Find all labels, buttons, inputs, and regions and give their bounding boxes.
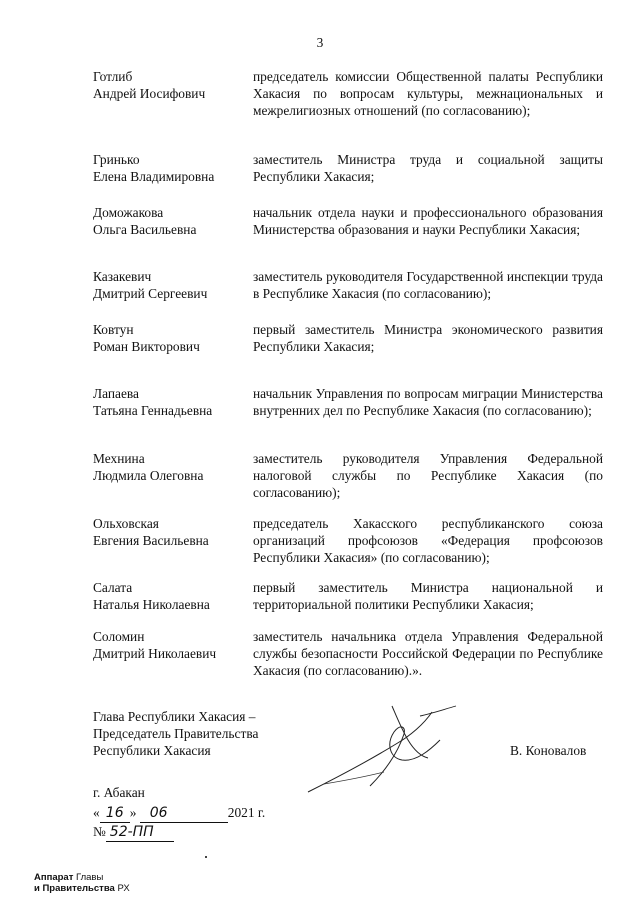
- member-name: [93, 204, 243, 238]
- member-surname: Салата: [93, 580, 133, 595]
- member-role: начальник Управления по вопросам миграции Министерства внутренних дел по Республике Хакасия (по согласованию);: [253, 386, 603, 418]
- member-given-names: Евгения Васильевна: [93, 533, 209, 548]
- member-given-names: Наталья Николаевна: [93, 597, 210, 612]
- member-given-names: Ольга Васильевна: [93, 222, 197, 237]
- member-role: председатель Хакасского республиканского союза организаций профсоюзов «Федерация профсоюзов Республики Хакасия» (по согласованию);: [253, 516, 603, 565]
- number-value: 52-ПП: [106, 824, 174, 842]
- signatory-title-line: Председатель Правительства: [93, 726, 259, 741]
- number-prefix: №: [93, 824, 106, 839]
- stamp-bold: Аппарат: [34, 872, 74, 883]
- member-name: [93, 579, 243, 613]
- member-role: первый заместитель Министра экономического развития Республики Хакасия;: [253, 322, 603, 354]
- member-role: первый заместитель Министра национальной и территориальной политики Республики Хакасия;: [253, 580, 603, 612]
- member-name: [93, 268, 243, 302]
- signer-name: В. Коновалов: [510, 743, 587, 758]
- member-surname: Ковтун: [93, 322, 134, 337]
- member-surname: Лапаева: [93, 386, 139, 401]
- member-surname: Готлиб: [93, 69, 133, 84]
- member-name: [93, 450, 243, 484]
- registry-stamp: [34, 872, 130, 894]
- stamp-line-1: [34, 872, 130, 883]
- speck: [205, 856, 207, 858]
- page-number: 3: [316, 35, 324, 50]
- member-given-names: Дмитрий Сергеевич: [93, 286, 208, 301]
- date-open-quote: «: [93, 805, 100, 820]
- member-given-names: Роман Викторович: [93, 339, 200, 354]
- member-name: [93, 515, 243, 549]
- member-surname: Мехнина: [93, 451, 145, 466]
- member-name: [93, 68, 243, 102]
- member-name: [93, 151, 243, 185]
- city: г. Абакан: [93, 785, 145, 800]
- member-given-names: Елена Владимировна: [93, 169, 215, 184]
- member-role: заместитель руководителя Управления Федеральной налоговой службы по Республике Хакасия (по согласованию);: [253, 451, 603, 500]
- member-role: заместитель начальника отдела Управления Федеральной службы безопасности Российской Федерации по Республике Хакасия (по согласованию).».: [253, 629, 603, 678]
- member-given-names: Людмила Олеговна: [93, 468, 204, 483]
- stamp-rest: РХ: [114, 883, 130, 894]
- signatory-title-line: Глава Республики Хакасия –: [93, 709, 256, 724]
- member-name: [93, 385, 243, 419]
- member-given-names: Андрей Иосифович: [93, 86, 206, 101]
- member-name: [93, 628, 243, 662]
- member-name: [93, 321, 243, 355]
- member-given-names: Татьяна Геннадьевна: [93, 403, 213, 418]
- date-year: 2021 г.: [227, 805, 266, 820]
- handwritten-signature: [300, 700, 470, 800]
- stamp-bold: и Правительства: [34, 883, 115, 894]
- date-close-quote: »: [129, 805, 137, 820]
- signatory-title: [93, 708, 258, 759]
- date-day: 16: [100, 805, 130, 823]
- member-given-names: Дмитрий Николаевич: [93, 646, 217, 661]
- member-surname: Доможакова: [93, 205, 164, 220]
- document-number: [93, 823, 174, 842]
- member-role: начальник отдела науки и профессионального образования Министерства образования и науки Республики Хакасия;: [253, 205, 603, 237]
- member-role: председатель комиссии Общественной палаты Республики Хакасия по вопросам культуры, межнациональных и межрелигиозных отношений (по согласованию);: [253, 69, 603, 118]
- signatory-title-line: Республики Хакасия: [93, 743, 211, 758]
- member-surname: Гринько: [93, 152, 140, 167]
- member-role: заместитель Министра труда и социальной защиты Республики Хакасия;: [253, 152, 603, 184]
- document-date: [93, 804, 265, 823]
- stamp-rest: Главы: [73, 872, 104, 883]
- member-role: заместитель руководителя Государственной инспекции труда в Республике Хакасия (по согласованию);: [253, 269, 603, 301]
- member-surname: Соломин: [93, 629, 145, 644]
- member-surname: Казакевич: [93, 269, 152, 284]
- member-surname: Ольховская: [93, 516, 159, 531]
- date-month: 06: [140, 805, 228, 823]
- stamp-line-2: [34, 883, 130, 894]
